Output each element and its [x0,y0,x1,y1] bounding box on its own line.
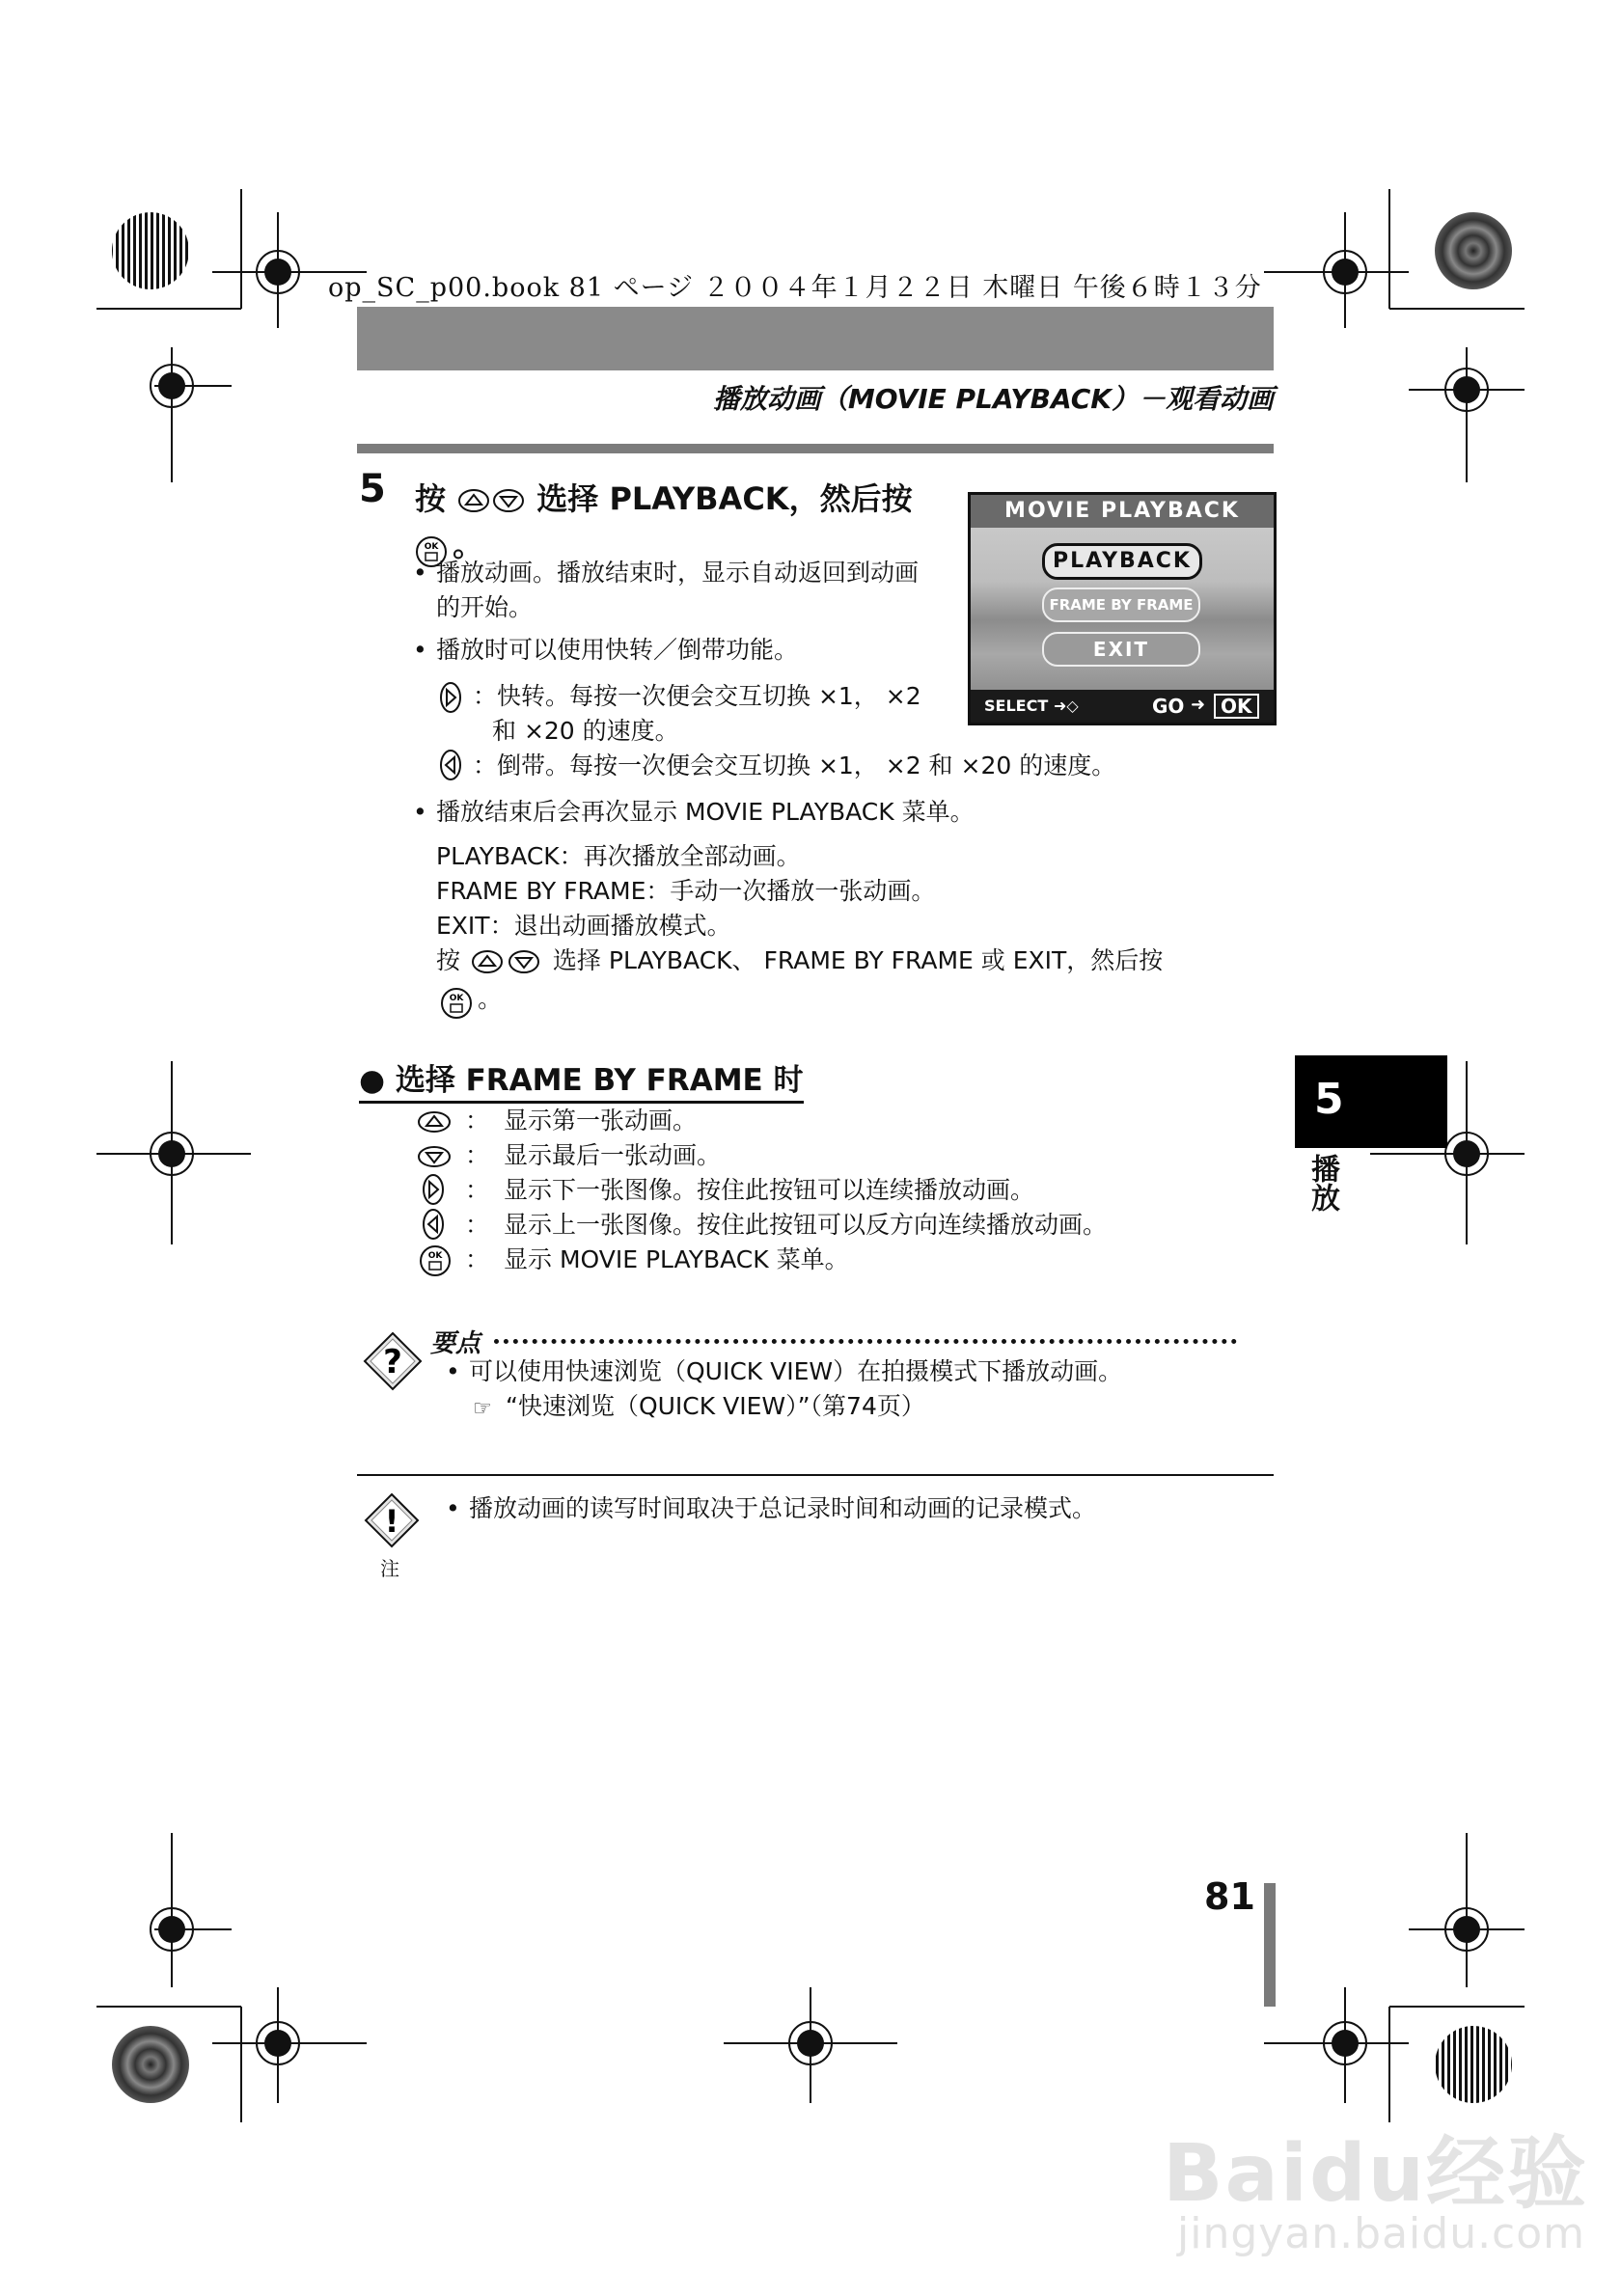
colon: ： [465,1211,490,1239]
colon: ： [465,1245,490,1273]
colon: ： [465,1176,490,1204]
step-heading-prefix: 按 [415,480,447,517]
screen-footer-ok: OK [1214,694,1259,719]
header-rule [357,444,1274,453]
right-button-icon [438,681,463,718]
ff-text-cont: 和 ×20 的速度。 [492,717,679,745]
chapter-tab [1295,1055,1447,1148]
colon: ： [465,1107,490,1134]
down-button-icon [415,1144,453,1169]
svg-text:OK: OK [427,1251,443,1261]
running-title: 播放动画（MOVIE PLAYBACK）－观看动画 [712,383,1274,415]
ok-button-icon [440,987,473,1020]
left-button-icon [421,1208,446,1241]
screen-footer-go: GO [1152,695,1185,718]
screen-option-frame: FRAME BY FRAME [1042,588,1200,622]
screen-option-exit: EXIT [1042,632,1200,667]
baidu-watermark-url: jingyan.baidu.com [1177,2209,1586,2258]
frame-item-3 [421,1173,446,1210]
svg-text:OK: OK [424,541,439,552]
screen-option-playback: PLAYBACK [1042,543,1202,580]
screen-footer-select: SELECT [984,697,1049,715]
up-down-button-icon [456,486,526,515]
svg-text:!: ! [384,1503,399,1540]
frame-item-4 [421,1208,446,1244]
ok-button-icon [419,1244,452,1277]
step-heading-end: 。 [453,527,484,563]
screen-footer [971,690,1274,723]
bullet-playback-cont: 的开始。 [436,593,534,621]
frame-item-2 [415,1144,453,1173]
colon: ： [465,1141,490,1169]
reference-hand-icon: ☞ [473,1397,492,1421]
menu-line-playback: PLAYBACK：再次播放全部动画。 [436,842,801,870]
tip-question-icon [361,1329,425,1393]
menu-line-exit: EXIT：退出动画播放模式。 [436,912,731,940]
camera-lcd-screen [968,492,1277,725]
right-button-icon [421,1173,446,1206]
menu-line-frame: FRAME BY FRAME：手动一次播放一张动画。 [436,877,936,905]
frame-item-4-text: 显示上一张图像。按住此按钮可以反方向连续播放动画。 [504,1211,1108,1239]
press-end: 。 [478,985,503,1013]
bullet-playback: • 播放动画。播放结束时，显示自动返回到动画 [436,556,919,590]
frame-item-1 [415,1109,453,1138]
bullet-after-playback: • 播放结束后会再次显示 MOVIE PLAYBACK 菜单。 [436,795,975,830]
note-rule [357,1474,1274,1476]
step-heading-suffix: 选择 PLAYBACK，然后按 [536,480,913,517]
frame-item-3-text: 显示下一张图像。按住此按钮可以连续播放动画。 [504,1176,1035,1204]
tip-line-1: • 可以使用快速浏览（QUICK VIEW）在拍摄模式下播放动画。 [469,1354,1122,1389]
chapter-number: 5 [1314,1075,1344,1124]
svg-text:OK: OK [449,993,464,1003]
section-title: ● 选择 FRAME BY FRAME 时 [359,1055,804,1104]
ff-text: ：快转。每按一次便会交互切换 ×1， ×2 [473,682,921,710]
screen-title: MOVIE PLAYBACK [971,495,1274,528]
tip-dotted-rule [494,1339,1237,1344]
step-number: 5 [359,467,386,511]
page-number-bar [1264,1883,1276,2007]
frame-item-1-text: 显示第一张动画。 [504,1107,698,1134]
note-text: • 播放动画的读写时间取决于总记录时间和动画的记录模式。 [469,1491,1096,1526]
left-button-icon [438,749,463,785]
header-bar [357,307,1274,370]
up-down-button-icon [468,947,545,976]
arrow-icon: ➜ [1191,695,1206,715]
press-instruction [436,943,1163,978]
press-prefix: 按 [436,946,461,974]
note-label: 注 [380,1557,399,1580]
press-suffix: 选择 PLAYBACK、 FRAME BY FRAME 或 EXIT，然后按 [552,946,1164,974]
bullet-ff-rw: • 播放时可以使用快转／倒带功能。 [436,633,798,668]
svg-text:?: ? [383,1343,402,1381]
file-info-line: op_SC_p00.book 81 ページ ２００４年１月２２日 木曜日 午後６時１３分 [328,273,1262,303]
note-warning-icon [363,1491,421,1549]
frame-item-5 [419,1244,452,1281]
step-heading [415,475,913,519]
baidu-watermark: Baidu经验 [1163,2128,1589,2220]
rw-text: ：倒带。每按一次便会交互切换 ×1， ×2 和 ×20 的速度。 [473,752,1116,779]
tip-label: 要点 [430,1329,481,1358]
page-number: 81 [1204,1875,1255,1918]
chapter-label: 播放 [1305,1154,1339,1212]
frame-item-2-text: 显示最后一张动画。 [504,1141,722,1169]
arrow-icon: ➜◇ [1054,697,1079,715]
tip-line-2: “快速浏览（QUICK VIEW）”（第74页） [506,1392,925,1420]
frame-item-5-text: 显示 MOVIE PLAYBACK 菜单。 [504,1245,849,1273]
up-button-icon [415,1109,453,1134]
press-ok [440,980,502,1020]
